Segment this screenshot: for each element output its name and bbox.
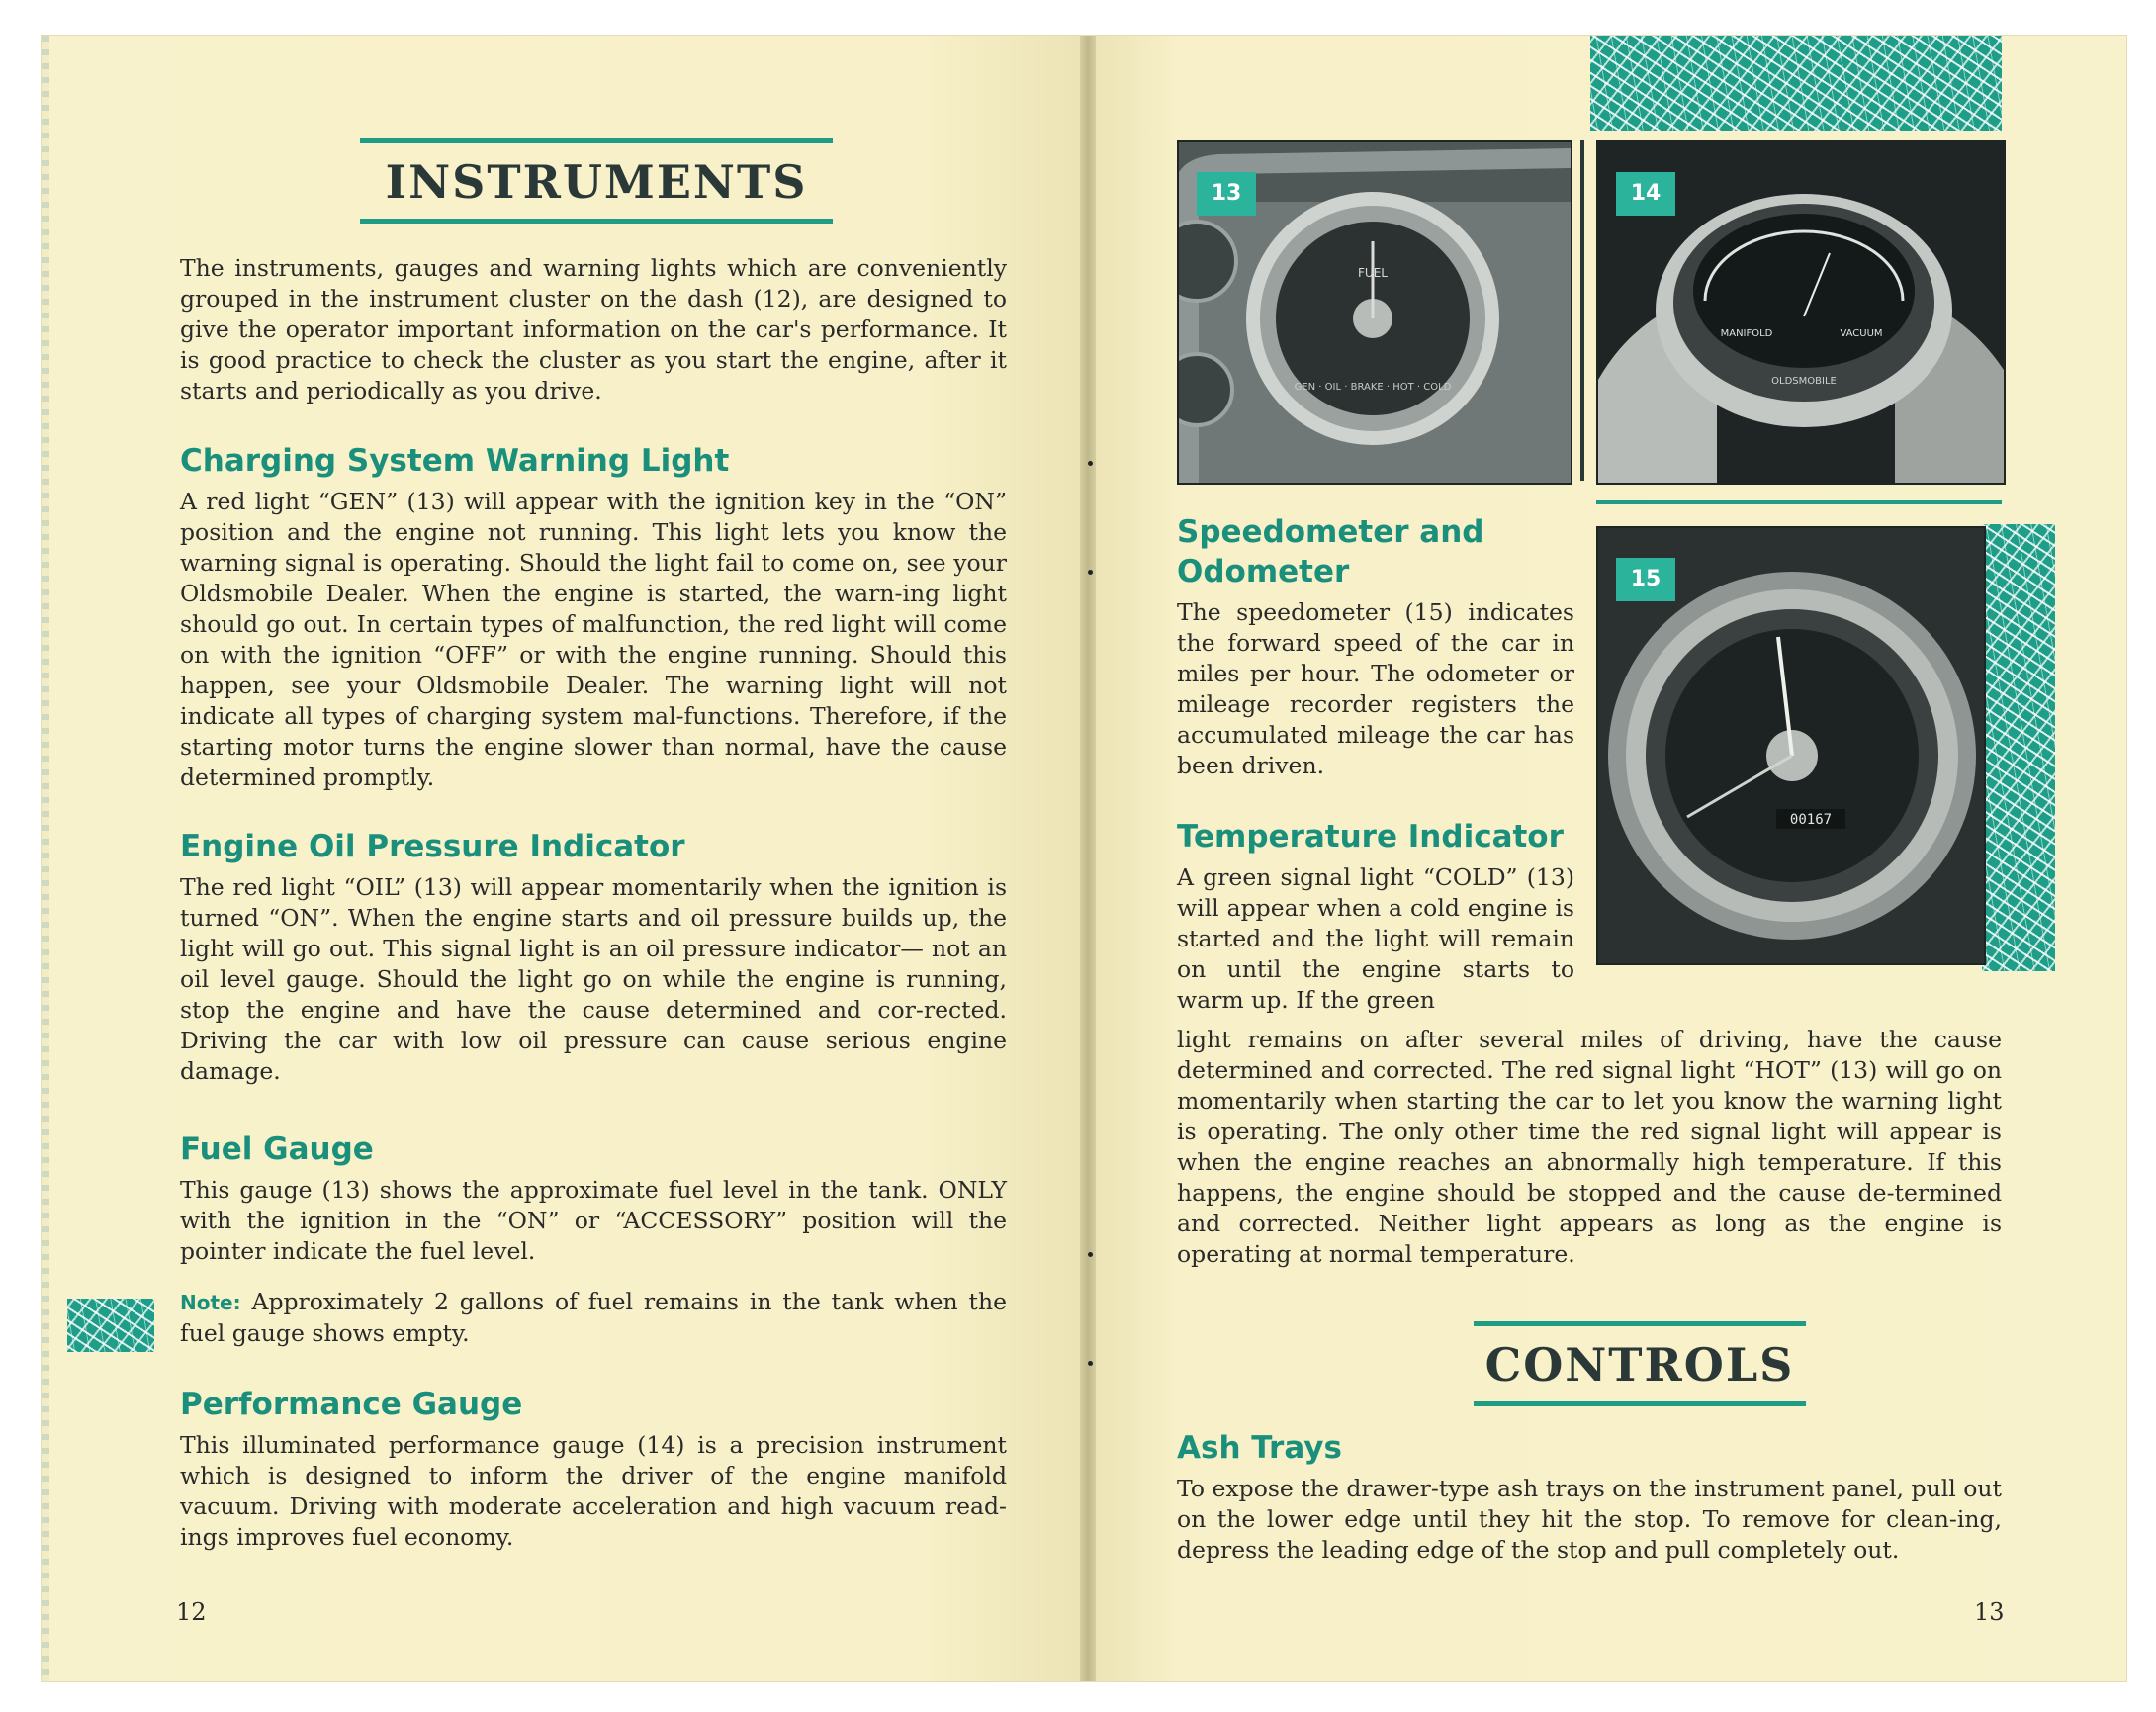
note-label: Note: bbox=[180, 1291, 241, 1314]
photo-instrument-cluster bbox=[1177, 140, 1572, 485]
page-number-left: 12 bbox=[176, 1598, 207, 1626]
body-oil-pressure: The red light “OIL” (13) will appear momentarily when the ignition is turned “ON”. When the engine starts and oil pressure builds up, the light will go out. This signal light is an oil pressure indicator— not an oil level gauge. Should the light go on while the engine is running, stop the engine and have the cause determined and cor-rected. Driving the car with low oil pressure can cause serious engine damage. bbox=[180, 873, 1007, 1085]
body-speedometer: The speedometer (15) indicates the forward speed of the car in miles per hour. The odometer or mileage recorder registers the accumulated mileage the car has been driven. bbox=[1177, 598, 1574, 779]
note-paragraph bbox=[180, 1287, 1007, 1349]
photo-badge-14: 14 bbox=[1616, 172, 1675, 216]
heading-ash-trays: Ash Trays bbox=[1177, 1430, 1342, 1466]
note-texture-block bbox=[67, 1299, 154, 1352]
heading-charging-system: Charging System Warning Light bbox=[180, 443, 730, 479]
warning-words: GEN · OIL · BRAKE · HOT · COLD bbox=[1294, 382, 1452, 393]
oldsmobile-label: OLDSMOBILE bbox=[1771, 376, 1837, 387]
note-body: Approximately 2 gallons of fuel remains in the tank when the fuel gauge shows empty. bbox=[180, 1288, 1007, 1347]
page-title-instruments: INSTRUMENTS bbox=[360, 138, 833, 224]
texture-block-side bbox=[1982, 524, 2055, 971]
photo-divider-vertical bbox=[1580, 140, 1584, 481]
photo-performance-gauge bbox=[1596, 140, 2006, 485]
heading-fuel-gauge: Fuel Gauge bbox=[180, 1131, 374, 1167]
odometer-digits: 00167 bbox=[1789, 812, 1833, 828]
binding-staple bbox=[1088, 1361, 1093, 1366]
manifold-label: MANIFOLD bbox=[1720, 328, 1773, 339]
photo-divider-horizontal bbox=[1596, 500, 2002, 504]
photo-speedometer bbox=[1596, 526, 1986, 965]
heading-temperature: Temperature Indicator bbox=[1177, 819, 1564, 855]
body-charging-system: A red light “GEN” (13) will appear with the ignition key in the “ON” position and the engine not running. This light lets you know the warning signal is operating. Should the light fail to come on, see your Oldsmobile Dealer. When the engine is started, the warn-ing light should go out. In certain types of malfunction, the red light will come on with the ignition “OFF” or with the engine running. Should this happen, see your Oldsmobile Dealer. The warning light will not indicate all types of charging system mal-functions. Therefore, if the starting motor turns the engine slower than normal, have the cause determined promptly. bbox=[180, 488, 1007, 791]
texture-block-top bbox=[1590, 36, 2002, 131]
right-page bbox=[1096, 36, 2126, 1681]
photo-badge-13: 13 bbox=[1197, 172, 1256, 216]
left-page bbox=[42, 36, 1080, 1681]
gutter bbox=[1080, 36, 1096, 1681]
fuel-label: FUEL bbox=[1358, 266, 1388, 280]
heading-performance-gauge: Performance Gauge bbox=[180, 1387, 523, 1422]
page-edge-decoration bbox=[42, 36, 49, 1681]
binding-staple bbox=[1088, 1252, 1093, 1257]
booklet-spread bbox=[42, 36, 2126, 1681]
page-number-right: 13 bbox=[1974, 1598, 2005, 1626]
page-title-controls: CONTROLS bbox=[1474, 1321, 1806, 1406]
binding-staple bbox=[1088, 461, 1093, 466]
vacuum-label: VACUUM bbox=[1840, 328, 1883, 339]
body-fuel-gauge: This gauge (13) shows the approximate fuel level in the tank. ONLY with the ignition in the “ON” or “ACCESSORY” position will the pointer indicate the fuel level. bbox=[180, 1176, 1007, 1265]
body-temperature-narrow: A green signal light “COLD” (13) will appear when a cold engine is started and the light will remain on until the engine starts to warm up. If the green bbox=[1177, 863, 1574, 1014]
binding-staple bbox=[1088, 570, 1093, 575]
intro-paragraph: The instruments, gauges and warning lights which are conveniently grouped in the instrument cluster on the dash (12), are designed to give the operator important information on the car's performance. It is good practice to check the cluster as you start the engine, after it starts and periodically as you drive. bbox=[180, 254, 1007, 405]
heading-speedometer: Speedometer and Odometer bbox=[1177, 514, 1484, 589]
photo-badge-15: 15 bbox=[1616, 558, 1675, 601]
body-ash-trays: To expose the drawer-type ash trays on the instrument panel, pull out on the lower edge until they hit the stop. To remove for clean-ing, depress the leading edge of the stop and pull completely out. bbox=[1177, 1475, 2002, 1564]
body-performance-gauge: This illuminated performance gauge (14) is a precision instrument which is designed to inform the driver of the engine manifold vacuum. Driving with moderate acceleration and high vacuum read-ings improves fuel economy. bbox=[180, 1431, 1007, 1551]
heading-oil-pressure: Engine Oil Pressure Indicator bbox=[180, 829, 685, 864]
body-temperature-wide: light remains on after several miles of driving, have the cause determined and corrected. The red signal light “HOT” (13) will go on momentarily when starting the car to let you know the warning light is operating. The only other time the red signal light will appear is when the engine reaches an abnormally high temperature. If this happens, the engine should be stopped and the cause de-termined and corrected. Neither light appears as long as the engine is operating at normal temperature. bbox=[1177, 1026, 2002, 1268]
